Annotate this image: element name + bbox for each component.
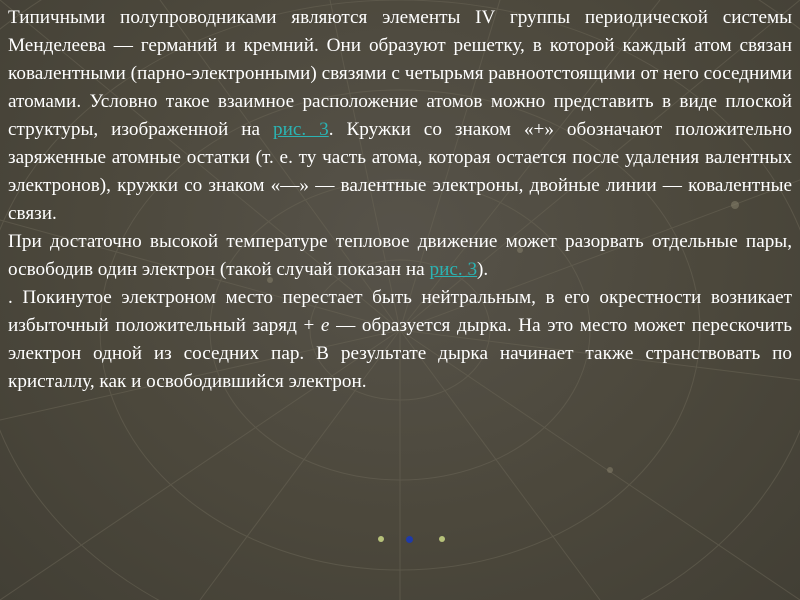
paragraph-structure-text: Типичными полупроводниками являются элементы IV группы периодической системы Менделеева — германий и кремний. Они образуют решетку, в которой каждый атом связан ковалентными (парно-электронными) связями с четырьмя равноотстоящими от него соседними атомами. Условно такое взаимное расположение атомов можно представить в виде плоской структуры, изображенной на <box>8 7 792 140</box>
paragraph-temperature-text: При достаточно высокой температуре тепловое движение может разорвать отдельные пары, освободив один электрон (такой случай показан на <box>8 231 792 280</box>
paragraph-hole-start: . Покинутое электроном место перестает быть нейтральным, в его окрестности возникает избыточный положительный заряд + <box>8 287 792 336</box>
paragraph-temperature <box>8 228 792 284</box>
paragraph-hole <box>8 284 792 396</box>
paragraph-temperature-end: ). <box>477 259 489 280</box>
nav-home-dot-icon[interactable] <box>406 536 413 543</box>
paragraph-hole-end: — образуется дырка. На это место может перескочить электрон одной из соседних пар. В результате дырка начинает также странствовать по кристаллу, как и освободившийся электрон. <box>8 315 792 392</box>
slide-body-text <box>8 4 792 396</box>
paragraph-structure <box>8 4 792 228</box>
slide-navigation <box>375 533 455 547</box>
nav-prev-dot-icon[interactable] <box>378 536 384 542</box>
charge-symbol: е <box>320 315 330 336</box>
figure-link-2[interactable]: рис. 3 <box>429 259 478 280</box>
paragraph-structure-end: . Кружки со знаком «+» обозначают положительно заряженные атомные остатки (т. е. ту часть атома, которая остается после удаления валентных электронов), кружки со знаком «—» — валентные электроны, двойные линии — ковалентные связи. <box>8 119 792 224</box>
nav-next-dot-icon[interactable] <box>439 536 445 542</box>
figure-link-1[interactable]: рис. 3 <box>272 119 329 140</box>
